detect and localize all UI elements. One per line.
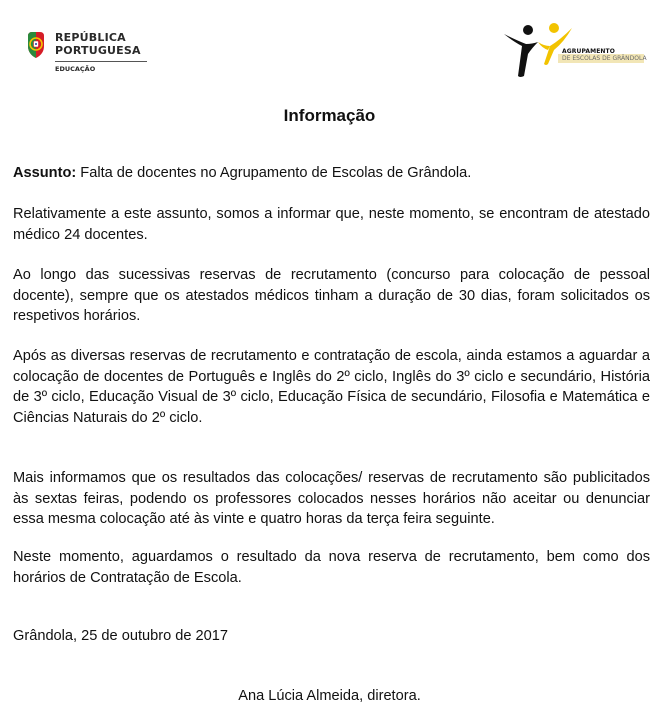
subject-line <box>13 163 650 184</box>
escolas-grandola-text: DE ESCOLAS DE GRÂNDOLA <box>562 55 647 62</box>
paragraph-4: Mais informamos que os resultados das colocações/ reservas de recrutamento são publicitados às sextas feiras, podendo os professores colocados nesses horários não aceitar ou denunciar essa mesma colocação até às vinte e quatro horas da terça feira seguinte. <box>13 470 650 527</box>
agrupamento-logo <box>498 20 648 82</box>
paragraph-2: Ao longo das sucessivas reservas de recrutamento (concurso para colocação de pessoal docente), sempre que os atestados médicos tinham a duração de 30 dias, foram solicitados os respetivos horários. <box>13 267 650 324</box>
paragraph-1: Relativamente a este assunto, somos a informar que, neste momento, se encontram de atestado médico 24 docentes. <box>13 206 650 243</box>
republica-portuguesa-logo <box>24 28 154 78</box>
educacao-text: EDUCAÇÃO <box>55 65 96 73</box>
portuguesa-text: PORTUGUESA <box>55 44 141 57</box>
subject-label: Assunto: <box>13 165 77 181</box>
republica-text: REPÚBLICA <box>55 31 126 44</box>
subject-text: Falta de docentes no Agrupamento de Escolas de Grândola. <box>76 165 472 181</box>
date-line: Grândola, 25 de outubro de 2017 <box>13 628 229 644</box>
agrupamento-text: AGRUPAMENTO <box>562 48 615 55</box>
paragraph-5: Neste momento, aguardamos o resultado da nova reserva de recrutamento, bem como dos horários de Contratação de Escola. <box>13 549 650 586</box>
paragraph-3: Após as diversas reservas de recrutamento e contratação de escola, ainda estamos a aguardar a colocação de docentes de Português e Inglês do 2º ciclo, Inglês do 3º ciclo e secundário, História de 3º ciclo, Educação Visual de 3º ciclo, Educação Física de secundário, Filosofia e Matemática e Ciências Naturais do 2º ciclo. <box>13 348 650 426</box>
portuguese-coat-of-arms-icon <box>24 30 48 60</box>
logo-divider <box>55 61 147 62</box>
document-title: Informação <box>283 106 376 125</box>
signature: Ana Lúcia Almeida, diretora. <box>238 688 421 704</box>
